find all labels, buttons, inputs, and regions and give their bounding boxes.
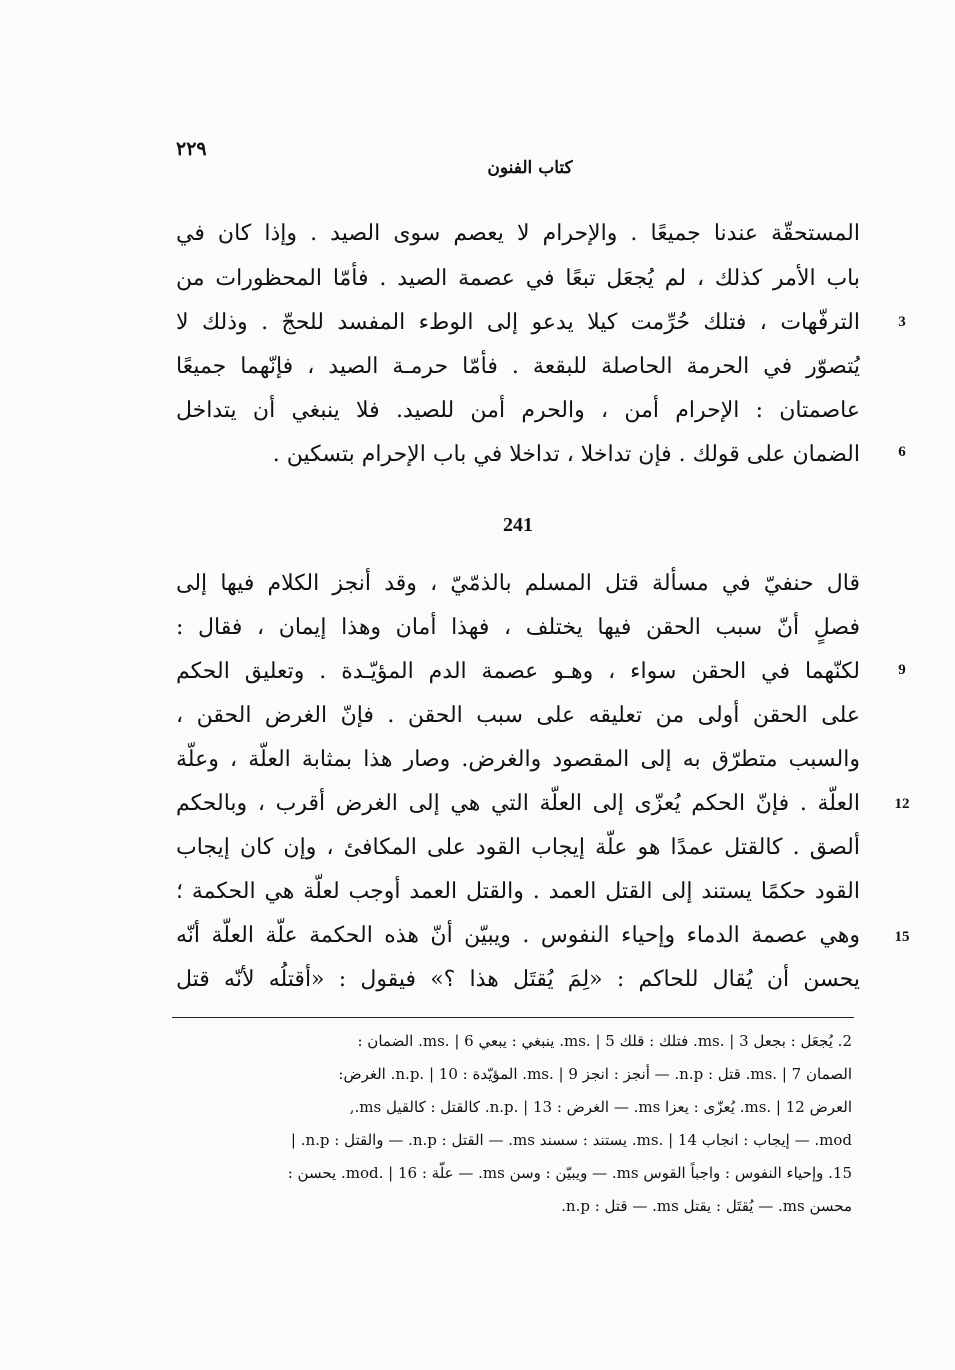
- footnote-line: 15. وإحياء النفوس : واجباً القوس ms. — ويبيّن : وسن ms. — علّة : mod. | 16. يحسن :: [287, 1164, 852, 1182]
- footnote-line: 2. يُجعَل : بجعل ms. | 3. فتلك : قلك ms. | 5. ينبغي : يبعي ms. | 6. الضمان :: [357, 1032, 852, 1050]
- text-line: يحسن أن يُقال للحاكم : «لِمَ يُقتَل هذا ؟» فيقول : «أقتلُه لأنّه قتل: [176, 967, 860, 992]
- line-number: 15: [894, 929, 910, 945]
- line-number: 12: [894, 796, 910, 812]
- line-number: 6: [898, 444, 906, 460]
- text-line: باب الأمر كذلك ، لم يُجعَل تبعًا في عصمة الصيد . فأمّا المحظورات من: [176, 266, 860, 291]
- text-line: ألصق . كالقتل عمدًا هو علّة إيجاب القود على المكافئ ، وإن كان إيجاب: [176, 835, 860, 860]
- text-line: قال حنفيّ في مسألة قتل المسلم بالذمّيّ ، وقد أنجز الكلام فيها إلى: [176, 571, 860, 596]
- text-line: العلّة . فإنّ الحكم يُعزّى إلى العلّة التي هي إلى الغرض أقرب ، وبالحكم: [176, 791, 860, 816]
- text-line: وهي عصمة الدماء وإحياء النفوس . ويبيّن أنّ هذه الحكمة علّة العلّة أنّه: [176, 923, 860, 948]
- footnote-rule: [172, 1017, 854, 1018]
- footnote-line: الصمان ms. | 7. قتل : n.p. — أنجز : انجز ms. | 9. المؤيّدة : n.p. | 10. الغرض:: [338, 1065, 852, 1083]
- section-heading: 241: [503, 514, 533, 536]
- line-number: 9: [898, 662, 906, 678]
- page-number: ٢٢٩: [176, 138, 207, 160]
- footnote-line: محسن ms. — يُقتَل : يقتل ms. — قتل : n.p.: [561, 1197, 852, 1215]
- text-line: والسبب متطرّق به إلى المقصود والغرض. وصار هذا بمثابة العلّة ، وعلّة: [176, 747, 860, 772]
- footnote-line: mod. — إيجاب : انجاب ms. | 14. يستند : سسند ms. — القتل : n.p. — والقتل : n.p. |: [290, 1131, 852, 1149]
- text-line: فصلٍ أنّ سبب الحقن فيها يختلف ، فهذا أمان وهذا إيمان ، فقال :: [176, 615, 860, 640]
- text-line: يُتصوّر في الحرمة الحاصلة للبقعة . فأمّا حرمـة الصيد ، فإنّهما جميعًا: [176, 354, 860, 379]
- text-line: عاصمتان : الإحرام أمن ، والحرم أمن للصيد. فلا ينبغي أن يتداخل: [176, 398, 860, 423]
- footnote-line: العرض ms. | 12. يُعزّى : يعزا ms. — الغرض : n.p. | 13. كالقتل : كالقيل ms.,: [349, 1098, 852, 1116]
- running-header: كتاب الفنون: [487, 158, 573, 178]
- text-line: الترفّهات ، فتلك حُرِّمت كيلا يدعو إلى الوطء المفسد للحجّ . وذلك لا: [176, 310, 860, 335]
- text-line: على الحقن أولى من تعليقه على سبب الحقن . فإنّ الغرض الحقن ،: [176, 703, 860, 728]
- text-line: الضمان على قولك . فإن تداخلا ، تداخلا في باب الإحرام بتسكين .: [272, 442, 860, 467]
- text-line: القود حكمًا يستند إلى القتل العمد . والقتل العمد أوجب لعلّة هي الحكمة ؛: [176, 879, 860, 904]
- text-line: المستحقّة عندنا جميعًا . والإحرام لا يعصم سوى الصيد . وإذا كان في: [176, 221, 860, 246]
- text-line: لكنّهما في الحقن سواء ، وهـو عصمة الدم المؤيّـدة . وتعليق الحكم: [176, 659, 860, 684]
- line-number: 3: [898, 314, 906, 330]
